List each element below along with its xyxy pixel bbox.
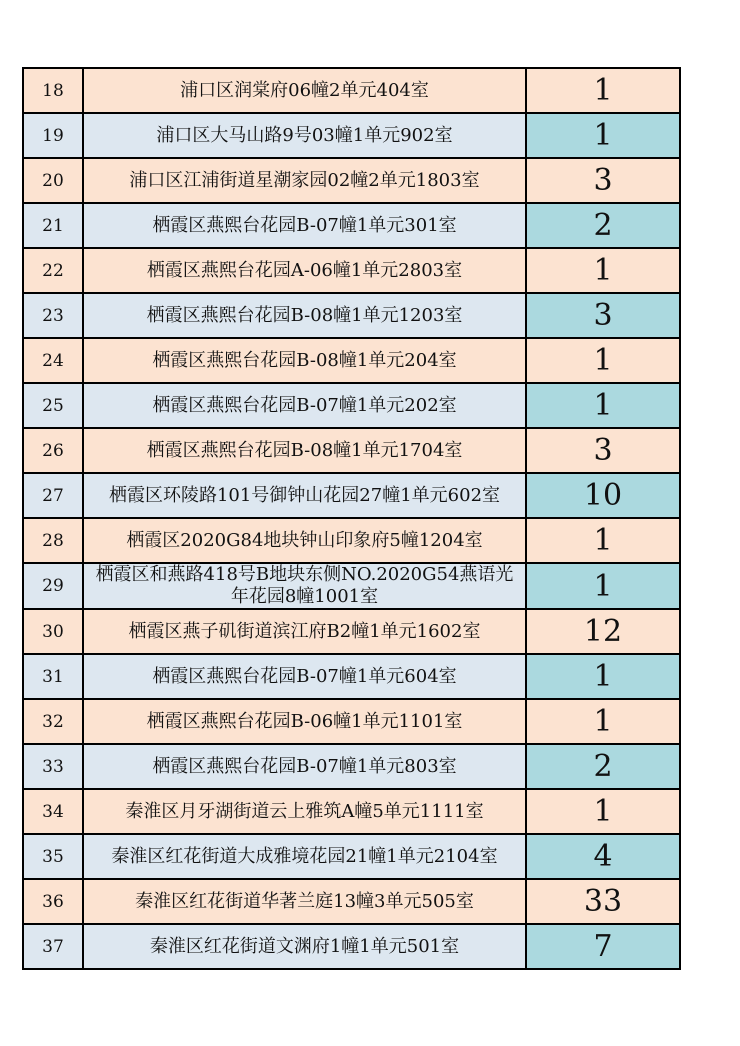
count-cell: 12 xyxy=(526,609,680,654)
row-number-cell: 36 xyxy=(23,879,83,924)
address-cell xyxy=(83,428,526,473)
count-cell: 2 xyxy=(526,744,680,789)
count-cell: 2 xyxy=(526,203,680,248)
address-cell xyxy=(83,518,526,563)
count-cell: 1 xyxy=(526,113,680,158)
count-cell: 10 xyxy=(526,473,680,518)
address-text: 栖霞区燕熙台花园B-07幢1单元202室 xyxy=(152,394,457,416)
table-row xyxy=(23,518,680,563)
count-cell: 1 xyxy=(526,68,680,113)
table-row xyxy=(23,879,680,924)
address-cell xyxy=(83,654,526,699)
row-number-cell: 30 xyxy=(23,609,83,654)
row-number-cell: 35 xyxy=(23,834,83,879)
row-number-cell: 37 xyxy=(23,924,83,969)
address-cell xyxy=(83,699,526,744)
count-cell: 3 xyxy=(526,293,680,338)
row-number-cell: 20 xyxy=(23,158,83,203)
address-text: 栖霞区燕子矶街道滨江府B2幢1单元1602室 xyxy=(128,620,481,642)
row-number-cell: 18 xyxy=(23,68,83,113)
table-row xyxy=(23,609,680,654)
count-cell: 1 xyxy=(526,654,680,699)
address-cell xyxy=(83,789,526,834)
address-text: 栖霞区燕熙台花园B-07幢1单元301室 xyxy=(152,214,457,236)
address-cell xyxy=(83,158,526,203)
row-number-cell: 27 xyxy=(23,473,83,518)
address-cell xyxy=(83,834,526,879)
count-cell: 1 xyxy=(526,518,680,563)
count-cell: 1 xyxy=(526,789,680,834)
row-number-cell: 23 xyxy=(23,293,83,338)
table-row xyxy=(23,563,680,609)
row-number-cell: 22 xyxy=(23,248,83,293)
count-cell: 1 xyxy=(526,383,680,428)
table-row xyxy=(23,789,680,834)
row-number-cell: 19 xyxy=(23,113,83,158)
row-number-cell: 31 xyxy=(23,654,83,699)
table-row xyxy=(23,699,680,744)
table-row xyxy=(23,473,680,518)
address-cell xyxy=(83,113,526,158)
address-text: 栖霞区燕熙台花园B-08幢1单元204室 xyxy=(152,349,457,371)
address-text: 栖霞区燕熙台花园B-07幢1单元803室 xyxy=(152,755,457,777)
address-text: 栖霞区燕熙台花园A-06幢1单元2803室 xyxy=(146,259,463,281)
address-text: 栖霞区燕熙台花园B-08幢1单元1704室 xyxy=(146,439,463,461)
address-cell xyxy=(83,248,526,293)
table-row xyxy=(23,654,680,699)
address-text: 浦口区大马山路9号03幢1单元902室 xyxy=(156,124,453,146)
address-text: 浦口区润棠府06幢2单元404室 xyxy=(180,79,429,101)
address-text: 秦淮区红花街道大成雅境花园21幢1单元2104室 xyxy=(111,845,498,867)
address-text: 栖霞区燕熙台花园B-08幢1单元1203室 xyxy=(146,304,463,326)
address-cell xyxy=(83,609,526,654)
table-row xyxy=(23,338,680,383)
address-cell xyxy=(83,68,526,113)
count-cell: 1 xyxy=(526,338,680,383)
address-cell xyxy=(83,203,526,248)
address-count-table xyxy=(22,67,681,970)
address-text: 秦淮区月牙湖街道云上雅筑A幢5单元1111室 xyxy=(125,800,484,822)
row-number-cell: 29 xyxy=(23,563,83,609)
table-row xyxy=(23,383,680,428)
table-row xyxy=(23,68,680,113)
address-text: 栖霞区燕熙台花园B-07幢1单元604室 xyxy=(152,665,457,687)
address-text: 栖霞区燕熙台花园B-06幢1单元1101室 xyxy=(146,710,463,732)
count-cell: 3 xyxy=(526,158,680,203)
row-number-cell: 21 xyxy=(23,203,83,248)
row-number-cell: 24 xyxy=(23,338,83,383)
count-cell: 3 xyxy=(526,428,680,473)
table-row xyxy=(23,248,680,293)
address-text: 浦口区江浦街道星潮家园02幢2单元1803室 xyxy=(129,169,480,191)
address-cell xyxy=(83,338,526,383)
row-number-cell: 26 xyxy=(23,428,83,473)
table-row xyxy=(23,428,680,473)
table-row xyxy=(23,293,680,338)
address-text: 栖霞区2020G84地块钟山印象府5幢1204室 xyxy=(126,529,483,551)
address-cell xyxy=(83,563,526,609)
table-row xyxy=(23,113,680,158)
table-row xyxy=(23,744,680,789)
row-number-cell: 33 xyxy=(23,744,83,789)
count-cell: 1 xyxy=(526,248,680,293)
address-cell xyxy=(83,383,526,428)
row-number-cell: 25 xyxy=(23,383,83,428)
count-cell: 4 xyxy=(526,834,680,879)
count-cell: 33 xyxy=(526,879,680,924)
address-cell xyxy=(83,879,526,924)
table-row xyxy=(23,834,680,879)
address-text: 栖霞区环陵路101号御钟山花园27幢1单元602室 xyxy=(108,484,501,506)
address-cell xyxy=(83,293,526,338)
address-cell xyxy=(83,744,526,789)
row-number-cell: 34 xyxy=(23,789,83,834)
count-cell: 7 xyxy=(526,924,680,969)
table-row xyxy=(23,158,680,203)
row-number-cell: 32 xyxy=(23,699,83,744)
address-cell xyxy=(83,924,526,969)
address-text: 秦淮区红花街道华著兰庭13幢3单元505室 xyxy=(135,890,474,912)
address-text: 栖霞区和燕路418号B地块东侧NO.2020G54燕语光年花园8幢1001室 xyxy=(95,564,514,607)
count-cell: 1 xyxy=(526,563,680,609)
table-row xyxy=(23,203,680,248)
address-text: 秦淮区红花街道文渊府1幢1单元501室 xyxy=(149,935,460,957)
row-number-cell: 28 xyxy=(23,518,83,563)
count-cell: 1 xyxy=(526,699,680,744)
address-cell xyxy=(83,473,526,518)
table-row xyxy=(23,924,680,969)
